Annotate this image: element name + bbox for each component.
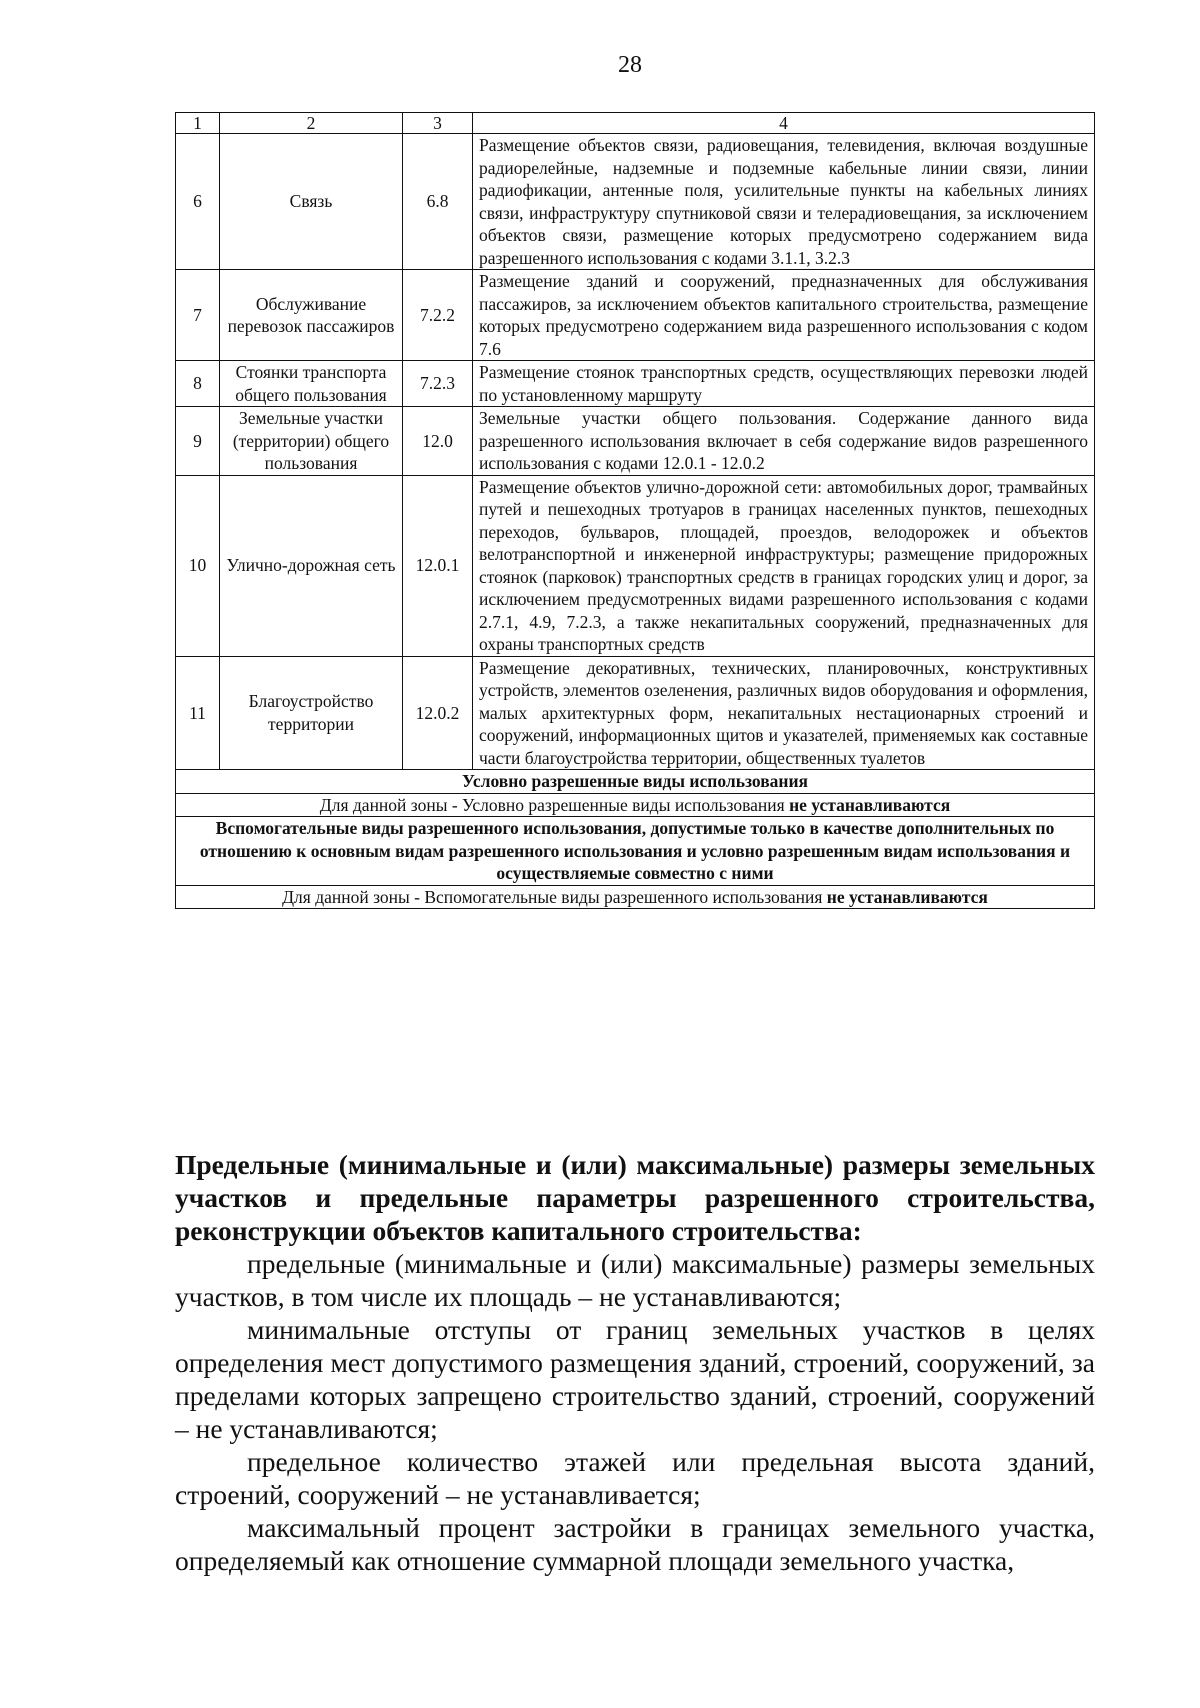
row-number: 6: [176, 134, 220, 270]
auxiliary-uses-heading-row: [176, 817, 1095, 886]
use-type-description: Размещение декоративных, технических, планировочных, конструктивных устройств, элементов озеленения, различных видов оборудования и оформления, малых архитектурных форм, некапитальных нестационарных строений и сооружений, информационных щитов и указателей, применяемых как составные части благоустройства территории, общественных туалетов: [473, 656, 1095, 770]
header-cell: 1: [176, 113, 220, 134]
use-type-description: Земельные участки общего пользования. Содержание данного вида разрешенного использования включает в себя содержание видов разрешенного использования с кодами 12.0.1 - 12.0.2: [473, 407, 1095, 476]
conditional-uses-note: [176, 793, 1095, 817]
paragraph: максимальный процент застройки в границах земельного участка, определяемый как отношение суммарной площади земельного участка,: [175, 1512, 1095, 1576]
conditional-note-bold: не устанавливаются: [789, 794, 951, 815]
section-heading: Предельные (минимальные и (или) максимальные) размеры земельных участков и предельные параметры разрешенного строительства, реконструкции объектов капитального строительства:: [175, 1149, 1095, 1246]
header-cell: 3: [403, 113, 473, 134]
use-type-code: 7.2.3: [403, 361, 473, 407]
auxiliary-note-text: Для данной зоны - Вспомогательные виды разрешенного использования: [282, 886, 827, 907]
use-type-name: Улично-дорожная сеть: [220, 475, 403, 656]
use-type-description: Размещение стоянок транспортных средств, осуществляющих перевозки людей по установленному маршруту: [473, 361, 1095, 407]
use-type-description: Размещение объектов связи, радиовещания, телевидения, включая воздушные радиорелейные, надземные и подземные кабельные линии связи, линии радиофикации, антенные поля, усилительные пункты на кабельных линиях связи, инфраструктуру спутниковой связи и телерадиовещания, за исключением объектов связи, размещение которых предусмотрено содержанием вида разрешенного использования с кодами 3.1.1, 3.2.3: [473, 134, 1095, 270]
table-row: [176, 270, 1095, 361]
row-number: 7: [176, 270, 220, 361]
use-type-name: Земельные участки (территории) общего пользования: [220, 407, 403, 476]
header-cell: 2: [220, 113, 403, 134]
auxiliary-uses-note-row: [176, 885, 1095, 909]
use-type-code: 12.0.1: [403, 475, 473, 656]
page-number: 28: [618, 52, 642, 78]
parameters-section: [175, 1148, 1095, 1577]
conditional-uses-heading-row: [176, 770, 1095, 794]
auxiliary-uses-note: [176, 885, 1095, 909]
row-number: 8: [176, 361, 220, 407]
paragraph: предельное количество этажей или предельная высота зданий, строений, сооружений – не устанавливается;: [175, 1446, 1095, 1510]
conditional-note-text: Для данной зоны - Условно разрешенные виды использования: [319, 794, 790, 815]
paragraph: минимальные отступы от границ земельных участков в целях определения мест допустимого размещения зданий, строений, сооружений, за пределами которых запрещено строительство зданий, строений, сооружений – не устанавливаются;: [175, 1314, 1095, 1444]
use-type-name: Связь: [220, 134, 403, 270]
use-type-name: Благоустройство территории: [220, 656, 403, 770]
row-number: 10: [176, 475, 220, 656]
use-type-name: Обслуживание перевозок пассажиров: [220, 270, 403, 361]
use-type-code: 7.2.2: [403, 270, 473, 361]
land-use-table: [175, 112, 1095, 909]
table-row: [176, 407, 1095, 476]
use-type-code: 12.0: [403, 407, 473, 476]
paragraph: предельные (минимальные и (или) максимальные) размеры земельных участков, в том числе их площадь – не устанавливаются;: [175, 1248, 1095, 1312]
row-number: 11: [176, 656, 220, 770]
table-row: [176, 475, 1095, 656]
use-type-description: Размещение объектов улично-дорожной сети: автомобильных дорог, трамвайных путей и пешеходных тротуаров в границах населенных пунктов, пешеходных переходов, бульваров, площадей, проездов, велодорожек и объектов велотранспортной и инженерной инфраструктуры; размещение придорожных стоянок (парковок) транспортных средств в границах городских улиц и дорог, за исключением предусмотренных видами разрешенного использования с кодами 2.7.1, 4.9, 7.2.3, а также некапитальных сооружений, предназначенных для охраны транспортных средств: [473, 475, 1095, 656]
use-type-description: Размещение зданий и сооружений, предназначенных для обслуживания пассажиров, за исключением объектов капитального строительства, размещение которых предусмотрено содержанием вида разрешенного использования с кодом 7.6: [473, 270, 1095, 361]
conditional-uses-note-row: [176, 793, 1095, 817]
conditional-uses-heading: Условно разрешенные виды использования: [176, 770, 1095, 794]
table-row: [176, 656, 1095, 770]
use-type-code: 12.0.2: [403, 656, 473, 770]
table-row: [176, 134, 1095, 270]
use-type-name: Стоянки транспорта общего пользования: [220, 361, 403, 407]
table-row: [176, 361, 1095, 407]
use-type-code: 6.8: [403, 134, 473, 270]
row-number: 9: [176, 407, 220, 476]
auxiliary-note-bold: не устанавливаются: [826, 886, 988, 907]
header-cell: 4: [473, 113, 1095, 134]
auxiliary-uses-heading: Вспомогательные виды разрешенного использования, допустимые только в качестве дополнительных по отношению к основным видам разрешенного использования и условно разрешенным видам использования и осуществляемые совместно с ними: [176, 817, 1095, 886]
table-header-row: [176, 113, 1095, 134]
